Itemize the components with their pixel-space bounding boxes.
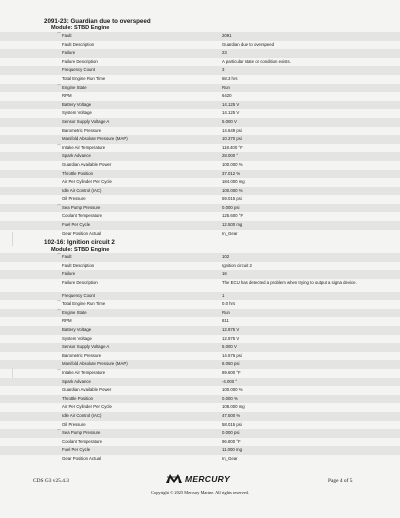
row-label: Barometric Pressure <box>62 352 102 358</box>
row-value: 100.000 % <box>222 387 243 393</box>
row-label: Idle Air Control (IAC) <box>62 187 102 193</box>
annotation-mark-icon: ⌒ <box>57 368 61 374</box>
row-label: Intake Air Temperature <box>62 144 106 150</box>
table-row <box>0 395 400 404</box>
table-row <box>0 109 400 118</box>
row-label: Fault Description <box>62 262 95 268</box>
row-value: 28.000 ° <box>222 153 239 159</box>
table-row <box>0 118 400 127</box>
row-value: 96.800 °F <box>222 438 241 444</box>
table-row <box>0 446 400 455</box>
row-value: 0.000 % <box>222 395 238 401</box>
row-value: 102 <box>222 254 230 260</box>
row-value: 100.000 % <box>222 187 243 193</box>
row-value: In_Gear <box>222 230 238 236</box>
row-value: 12.875 V <box>222 335 240 341</box>
row-value: A particular state or condition exists. <box>222 58 291 64</box>
row-value: 6420 <box>222 93 232 99</box>
row-value: 3 <box>222 67 225 73</box>
row-value: 89.600 °F <box>222 369 241 375</box>
row-label: Sensor Supply Voltage A <box>62 118 110 124</box>
row-label: Barometric Pressure <box>62 127 102 133</box>
table-row <box>0 66 400 75</box>
module-title: Module: STBD Engine <box>51 25 110 32</box>
table-row <box>0 412 400 421</box>
table-row <box>0 369 400 378</box>
row-value: 16 <box>222 271 227 277</box>
row-label: Throttle Position <box>62 395 94 401</box>
table-row <box>0 279 400 292</box>
table-row <box>0 360 400 369</box>
row-label: Intake Air Temperature <box>62 369 106 375</box>
row-value: 8.050 psi <box>222 361 240 367</box>
table-row <box>0 335 400 344</box>
table-row <box>0 144 400 153</box>
row-label: Failure <box>62 50 76 56</box>
row-label: Coolant Temperature <box>62 438 103 444</box>
row-label: Fuel Per Cycle <box>62 222 91 228</box>
row-label: RPM <box>62 93 72 99</box>
table-row <box>0 270 400 279</box>
row-label: Manifold Absolute Pressure (MAP) <box>62 361 128 367</box>
row-label: Coolant Temperature <box>62 213 103 219</box>
table-row <box>0 455 400 464</box>
row-value: Guardian due to overspeed <box>222 41 275 47</box>
annotation-mark-icon: ⌒ <box>57 300 61 306</box>
row-label: Idle Air Control (IAC) <box>62 412 102 418</box>
software-version: CDS G3 v25.4.3 <box>33 478 69 484</box>
row-label: Total Engine Run Time <box>62 75 106 81</box>
row-value: 68.3 hrs <box>222 75 238 81</box>
row-label: Guardian Available Power <box>62 161 112 167</box>
row-label: System Voltage <box>62 335 92 341</box>
annotation-mark-icon: ⌒ <box>57 308 61 314</box>
row-label: Throttle Position <box>62 170 94 176</box>
scan-artifact <box>12 368 13 378</box>
row-label: Sea Pump Pressure <box>62 204 101 210</box>
table-row <box>0 403 400 412</box>
table-row <box>0 253 400 262</box>
row-value: 23 <box>222 50 227 56</box>
row-label: Air Per Cylinder Per Cycle <box>62 179 112 185</box>
row-value: 5.000 V <box>222 118 237 124</box>
table-row <box>0 421 400 430</box>
fault-title: 102-16: Ignition circuit 2 <box>44 239 115 247</box>
row-value: 0.000 psi <box>222 430 240 436</box>
table-row <box>0 212 400 221</box>
row-label: Total Engine Run Time <box>62 301 106 307</box>
annotation-mark-icon: ⌒ <box>57 32 61 37</box>
row-label: Fuel Per Cycle <box>62 447 91 453</box>
table-row <box>0 386 400 395</box>
row-label: Fault Description <box>62 41 95 47</box>
table-row <box>0 309 400 318</box>
table-row <box>0 135 400 144</box>
table-row <box>0 152 400 161</box>
row-value: 0.0 hrs <box>222 301 236 307</box>
row-label: Failure <box>62 271 76 277</box>
fault-section <box>0 18 400 238</box>
row-value: 2091 <box>222 33 232 38</box>
row-label: Failure Description <box>62 280 98 286</box>
row-value: 5.000 V <box>222 344 237 350</box>
row-value: 0.000 psi <box>222 204 240 210</box>
mercury-logo <box>166 473 230 484</box>
row-label: Air Per Cylinder Per Cycle <box>62 404 112 410</box>
row-label: Battery Voltage <box>62 327 92 332</box>
logo-text: MERCURY <box>185 473 230 484</box>
fault-title: 2091-23: Guardian due to overspeed <box>44 18 151 25</box>
row-value: 125.600 °F <box>222 213 244 219</box>
row-label: Frequency Count <box>62 292 95 298</box>
row-value: 59.015 psi <box>222 196 242 202</box>
row-value: 37.012 % <box>222 170 241 176</box>
annotation-mark-icon: ⌒ <box>57 429 61 435</box>
row-label: Engine State <box>62 309 87 315</box>
row-label: Oil Pressure <box>62 421 86 427</box>
table-row <box>0 300 400 309</box>
table-row <box>0 32 400 41</box>
row-label: Oil Pressure <box>62 196 86 202</box>
row-label: Frequency Count <box>62 67 95 73</box>
row-value: 14.576 psi <box>222 352 242 358</box>
table-row <box>0 317 400 326</box>
table-row <box>0 170 400 179</box>
table-row <box>0 262 400 271</box>
fault-section <box>0 239 400 463</box>
row-label: Gear Position Actual <box>62 455 101 461</box>
row-label: System Voltage <box>62 110 92 116</box>
row-label: Fault <box>62 33 72 38</box>
row-value: 108.000 mg <box>222 404 245 410</box>
row-value: 58.015 psi <box>222 421 242 427</box>
table-row <box>0 187 400 196</box>
fault-report-content <box>0 18 400 464</box>
row-label: Engine State <box>62 84 87 90</box>
row-label: Sea Pump Pressure <box>62 430 101 436</box>
row-label: Failure Description <box>62 58 98 64</box>
table-row <box>0 343 400 352</box>
annotation-mark-icon: ⌒ <box>57 143 61 149</box>
row-label: Battery Voltage <box>62 101 92 107</box>
table-row <box>0 178 400 187</box>
row-value: The ECU has detected a problem when trying to output a signa device. <box>222 280 357 286</box>
table-row <box>0 92 400 101</box>
row-value: 12.500 mg <box>222 222 243 228</box>
row-value: 12.875 V <box>222 327 240 332</box>
table-row <box>0 429 400 438</box>
row-value: Run <box>222 309 230 315</box>
table-row <box>0 49 400 58</box>
row-label: Fault <box>62 254 72 260</box>
row-label: Spark Advance <box>62 378 91 384</box>
page-footer <box>0 473 400 513</box>
annotation-mark-icon: ⌒ <box>57 203 61 209</box>
table-row <box>0 161 400 170</box>
row-value: 1 <box>222 292 225 298</box>
table-row <box>0 195 400 204</box>
row-value: 14.125 V <box>222 101 240 107</box>
row-value: Run <box>222 84 230 90</box>
mercury-m-icon <box>166 473 182 484</box>
module-title: Module: STBD Engine <box>51 246 110 253</box>
row-value: Ignition circuit 2 <box>222 262 252 268</box>
page-number: Page 4 of 5 <box>328 478 353 484</box>
scan-artifact <box>12 232 13 246</box>
table-row <box>0 378 400 387</box>
table-row <box>0 292 400 301</box>
table-row <box>0 58 400 67</box>
row-label: Manifold Absolute Pressure (MAP) <box>62 136 128 142</box>
table-row <box>0 221 400 230</box>
table-row <box>0 438 400 447</box>
table-row <box>0 230 400 239</box>
row-value: In_Gear <box>222 455 238 461</box>
row-label: Spark Advance <box>62 153 91 159</box>
row-value: 184.000 mg <box>222 179 245 185</box>
table-row <box>0 41 400 50</box>
row-value: 47.500 % <box>222 412 241 418</box>
row-label: Sensor Supply Voltage A <box>62 344 110 350</box>
row-value: 811 <box>222 318 229 324</box>
table-row <box>0 352 400 361</box>
annotation-mark-icon: ⌒ <box>57 253 61 259</box>
row-label: Guardian Available Power <box>62 387 112 393</box>
row-value: 100.000 % <box>222 161 243 167</box>
row-value: 11.000 mg <box>222 447 242 453</box>
row-value: 14.649 psi <box>222 127 242 133</box>
table-row <box>0 127 400 136</box>
row-value: 118.400 °F <box>222 144 243 150</box>
copyright: Copyright © 2025 Mercury Marine. All rights reserved. <box>151 490 249 495</box>
annotation-mark-icon: ⌒ <box>57 83 61 89</box>
row-value: 14.125 V <box>222 110 240 116</box>
table-row <box>0 204 400 213</box>
table-row <box>0 101 400 110</box>
row-value: 10.370 psi <box>222 136 242 142</box>
table-row <box>0 75 400 84</box>
row-value: -4.000 ° <box>222 378 238 384</box>
row-label: Gear Position Actual <box>62 230 101 236</box>
row-label: RPM <box>62 318 72 324</box>
table-row <box>0 326 400 335</box>
table-row <box>0 84 400 93</box>
